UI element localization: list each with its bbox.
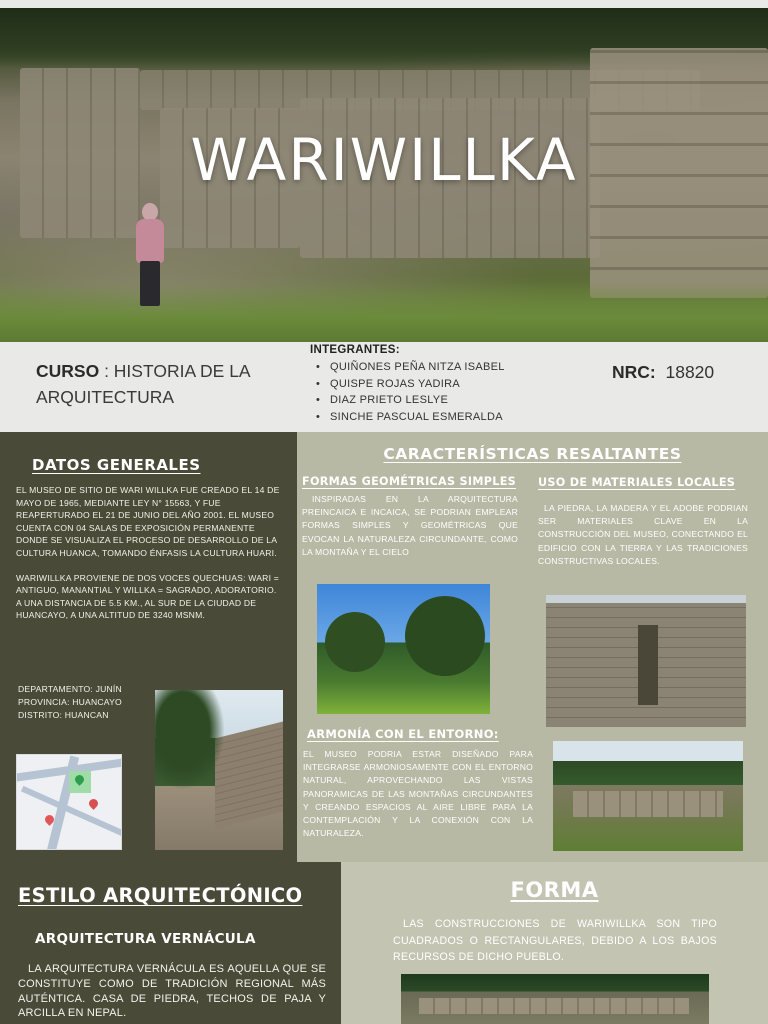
page-title: WARIWILLKA bbox=[190, 126, 578, 194]
photo-ruins bbox=[553, 741, 743, 851]
forma-panel bbox=[341, 862, 768, 1024]
datos-paragraph: EL MUSEO DE SITIO DE WARI WILLKA FUE CREADO EL 14 DE MAYO DE 1965, MEDIANTE LEY N° 15563, Y FUE REAPERTURADO EL 21 DE JUNIO DEL AÑO 2001. EL MUSEO CUENTA CON 04 SALAS DE EXPOSICIÓN PERMANENTE DONDE SE VISUALIZA EL PROCESO DE DESARROLLO DE LA CULTURA HUANCA, TOMANDO ÉNFASIS LA CULTURA HUARI. bbox=[16, 485, 280, 558]
photo-trees bbox=[317, 584, 490, 714]
hero-person bbox=[132, 203, 168, 308]
caracteristicas-title: CARACTERÍSTICAS RESALTANTES bbox=[383, 445, 682, 463]
uso-materiales-text: LA PIEDRA, LA MADERA Y EL ADOBE PODRIAN SER MATERIALES CLAVE EN LA CONSTRUCCIÓN DEL MUSEO, CONECTANDO EL EDIFICIO CON LA TIERRA Y LAS TRADICIONES CONSTRUCTIVAS LOCALES. bbox=[538, 503, 748, 566]
vernacula-text: LA ARQUITECTURA VERNÁCULA ES AQUELLA QUE SE CONSTITUYE COMO DE TRADICIÓN REGIONAL MÁS AUTÉNTICA. CASA DE PIEDRA, TECHOS DE PAJA Y ARCILLA EN NEPAL. bbox=[18, 963, 326, 1020]
nrc-value: 18820 bbox=[665, 362, 715, 382]
integrante-item: • QUISPE ROJAS YADIRA bbox=[310, 376, 570, 393]
nrc bbox=[612, 362, 714, 383]
armonia-text: EL MUSEO PODRIA ESTAR DISEÑADO PARA INTEGRARSE ARMONIOSAMENTE CON EL ENTORNO NATURAL, APROVECHANDO LAS VISTAS PANORAMICAS DE LAS MONTAÑAS CIRCUNDANTES Y CREANDO ESPACIOS AL AIRE LIBRE PARA LA CONTEMPLACIÓN Y LA CONEXIÓN CON LA NATURALEZA. bbox=[303, 749, 533, 839]
forma-text: LAS CONSTRUCCIONES DE WARIWILLKA SON TIPO CUADRADOS O RECTANGULARES, DEBIDO A LOS BAJOS RECURSOS DE DICHO PUEBLO. bbox=[393, 918, 717, 963]
hero-grass bbox=[0, 282, 768, 342]
integrante-item: • SINCHE PASCUAL ESMERALDA bbox=[310, 409, 570, 426]
integrantes bbox=[310, 344, 570, 425]
info-strip bbox=[0, 342, 768, 432]
integrantes-list bbox=[310, 359, 570, 425]
vernacula-title: ARQUITECTURA VERNÁCULA bbox=[35, 931, 256, 947]
departamento: DEPARTAMENTO: JUNÍN bbox=[18, 684, 122, 694]
forma-title: FORMA bbox=[510, 878, 599, 902]
photo-stone-road bbox=[155, 690, 283, 850]
distrito: DISTRITO: HUANCAN bbox=[18, 710, 109, 720]
nrc-label: NRC: bbox=[612, 362, 656, 382]
curso bbox=[36, 358, 276, 410]
integrante-item: • QUIÑONES PEÑA NITZA ISABEL bbox=[310, 359, 570, 376]
ubicacion bbox=[18, 683, 122, 722]
armonia-title: ARMONÍA CON EL ENTORNO: bbox=[307, 727, 499, 741]
integrante-item: • DIAZ PRIETO LESLYE bbox=[310, 392, 570, 409]
formas-text: INSPIRADAS EN LA ARQUITECTURA PREINCAICA E INCAICA, SE PODRIAN EMPLEAR FORMAS SIMPLES Y GEOMÉTRICAS QUE EVOCAN LA NATURALEZA CIRCUNDANTE, COMO LA MONTAÑA Y EL CIELO bbox=[302, 494, 518, 557]
caracteristicas-panel bbox=[297, 432, 768, 862]
datos-generales-panel bbox=[0, 432, 297, 862]
hero-banner bbox=[0, 8, 768, 342]
datos-generales-text bbox=[16, 484, 286, 634]
datos-paragraph: A UNA DISTANCIA DE 5.5 KM., AL SUR DE LA CIUDAD DE HUANCAYO, A UNA ALTITUD DE 3240 MSNM. bbox=[16, 597, 257, 621]
photo-stone-walls bbox=[546, 595, 746, 727]
curso-label: CURSO bbox=[36, 361, 100, 381]
estilo-panel bbox=[0, 862, 341, 1024]
datos-generales-title: DATOS GENERALES bbox=[32, 456, 201, 474]
provincia: PROVINCIA: HUANCAYO bbox=[18, 697, 122, 707]
curso-value: : HISTORIA DE LA ARQUITECTURA bbox=[36, 361, 250, 407]
integrantes-label: INTEGRANTES: bbox=[310, 344, 400, 356]
datos-paragraph: WARIWILLKA PROVIENE DE DOS VOCES QUECHUAS: WARI = ANTIGUO, MANANTIAL Y WILLKA = SAGRADO, ADORATORIO. bbox=[16, 572, 279, 596]
map-pin-icon bbox=[87, 797, 100, 810]
uso-materiales-title: USO DE MATERIALES LOCALES bbox=[538, 476, 736, 489]
location-map bbox=[16, 754, 122, 850]
estilo-title: ESTILO ARQUITECTÓNICO bbox=[18, 884, 303, 907]
photo-forma bbox=[401, 974, 709, 1024]
formas-title: FORMAS GEOMÉTRICAS SIMPLES bbox=[302, 475, 517, 488]
